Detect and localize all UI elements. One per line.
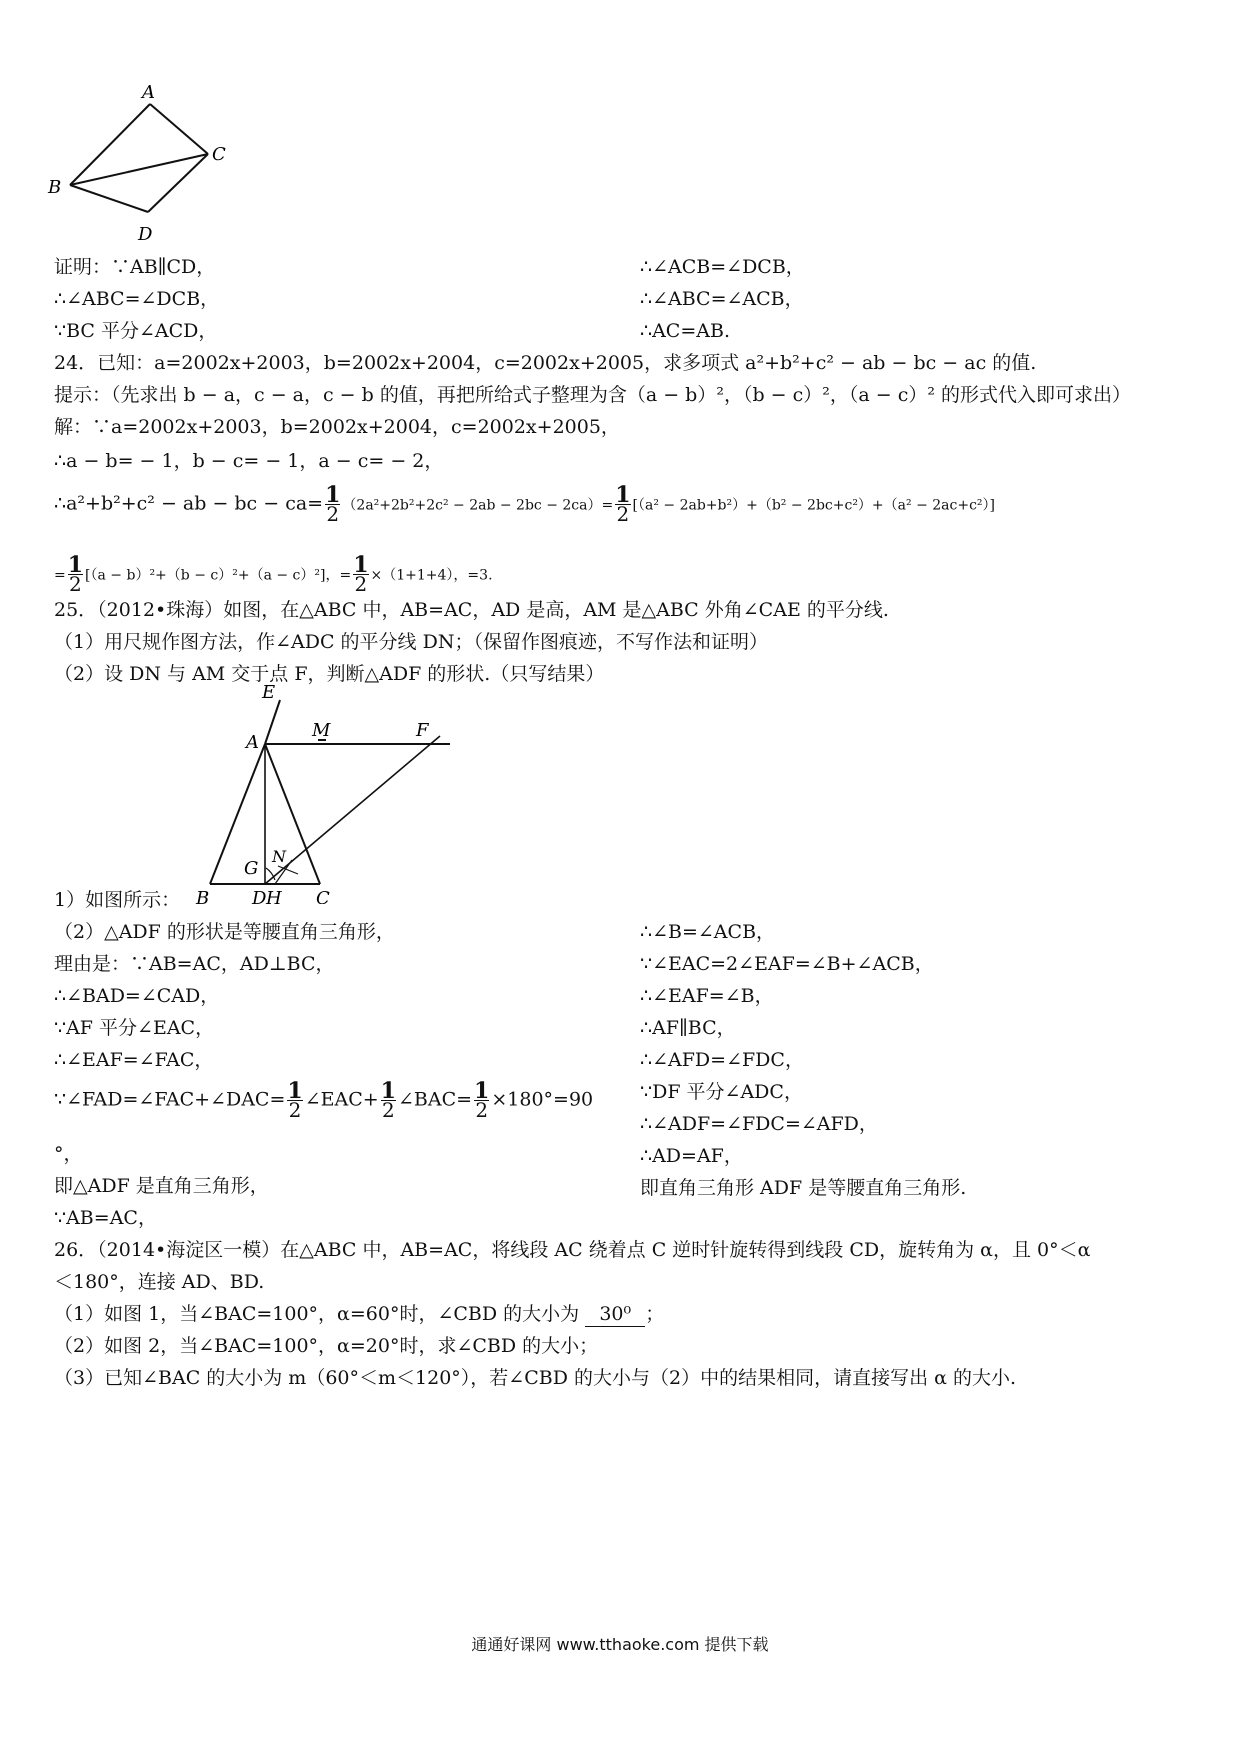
answer-line: ∵∠EAC=2∠EAF=∠B+∠ACB，	[640, 953, 934, 975]
label-d: D	[252, 888, 267, 904]
label-g: G	[244, 858, 259, 879]
expr-rhs: [（a² − 2ab+b²）+（b² − 2bc+c²）+（a² − 2ac+c²）]	[632, 497, 995, 514]
solution-line: 解：∵a=2002x+2003，b=2002x+2004，c=2002x+2005，	[54, 416, 620, 438]
answer-line: ∵DF 平分∠ADC，	[640, 1081, 803, 1103]
solution-line-result: = $\frac{1}{2}$ [（a − b）²+（b − c）²+（a − c）²]，= $\frac{1}{2}$ ×（1+1+4），=3.	[54, 552, 493, 596]
answer-line: ∴AD=AF，	[640, 1145, 743, 1167]
label-h: H	[266, 888, 282, 904]
proof-line: ∴∠ACB=∠DCB，	[640, 256, 805, 278]
expr-lhs: ∴a²+b²+c² − ab − bc − ca=	[54, 492, 324, 515]
segment-ab	[70, 104, 150, 185]
label-c: C	[316, 888, 330, 904]
label-b: B	[48, 177, 62, 198]
proof-line: ∵BC 平分∠ACD，	[54, 320, 218, 342]
fraction-half: $\frac{1}{2}$	[67, 552, 84, 596]
segment-dc	[148, 154, 208, 212]
question-26-part1: （1）如图 1，当∠BAC=100°，α=60°时，∠CBD 的大小为 30⁰ ；	[54, 1303, 665, 1325]
ray-ae	[265, 700, 280, 744]
construction-arc	[266, 868, 275, 880]
fraction-half: $\frac{1}{2}$	[287, 1078, 303, 1122]
answer-line: °，	[54, 1143, 83, 1165]
question-26-part2: （2）如图 2，当∠BAC=100°，α=20°时，求∠CBD 的大小；	[54, 1335, 599, 1357]
answer-line: ∴∠EAF=∠FAC，	[54, 1049, 214, 1071]
solution-line: ∴a − b= − 1，b − c= − 1，a − c= − 2，	[54, 450, 444, 472]
segment-ac	[150, 104, 208, 154]
question-26-cont: ＜180°，连接 AD、BD.	[54, 1271, 265, 1293]
answer-line: （2）△ADF 的形状是等腰直角三角形，	[54, 921, 395, 943]
answer-line: ∴∠ADF=∠FDC=∠AFD，	[640, 1113, 878, 1135]
answer-line: 理由是：∵AB=AC，AD⊥BC，	[54, 953, 335, 975]
fraction-half: $\frac{1}{2}$	[474, 1078, 490, 1122]
answer-blank: 30⁰	[585, 1302, 645, 1327]
answer-line: ∴∠BAD=∠CAD，	[54, 985, 220, 1007]
expr-middle: （2a²+2b²+2c² − 2ab − 2bc − 2ca）=	[342, 497, 614, 514]
label-a: A	[246, 732, 259, 753]
label-b: B	[196, 888, 210, 904]
question-26-part3: （3）已知∠BAC 的大小为 m（60°＜m＜120°），若∠CBD 的大小与（2）中的结果相同，请直接写出 α 的大小.	[54, 1367, 1017, 1389]
label-d: D	[138, 224, 153, 245]
label-e: E	[262, 684, 276, 703]
segment-bc	[70, 154, 208, 185]
question-25-part2: （2）设 DN 与 AM 交于点 F，判断△ADF 的形状.（只写结果）	[54, 663, 605, 685]
answer-line: ∴∠B=∠ACB，	[640, 921, 776, 943]
proof-line: ∴∠ABC=∠DCB，	[54, 288, 220, 310]
question-25-part1: （1）用尺规作图方法，作∠ADC 的平分线 DN；（保留作图痕迹，不写作法和证明）	[54, 631, 768, 653]
fraction-half: $\frac{1}{2}$	[325, 482, 341, 526]
solution-line-expansion	[54, 482, 995, 526]
proof-line: ∴∠ABC=∠ACB，	[640, 288, 804, 310]
question-24: 24．已知：a=2002x+2003，b=2002x+2004，c=2002x+2005，求多项式 a²+b²+c² − ab − bc − ac 的值.	[54, 352, 1037, 374]
answer-line-fad: ∵∠FAD=∠FAC+∠DAC= $\frac{1}{2}$ ∠EAC+ $\frac{1}{2}$ ∠BAC= $\frac{1}{2}$ ×180°=90	[54, 1078, 594, 1122]
footer-source: 通通好课网 www.tthaoke.com 提供下载	[471, 1635, 769, 1654]
fraction-half: $\frac{1}{2}$	[380, 1078, 396, 1122]
proof-line: ∴AC=AB.	[640, 320, 730, 342]
answer-line: ∴∠AFD=∠FDC，	[640, 1049, 804, 1071]
question-25: 25．（2012•珠海）如图，在△ABC 中，AB=AC，AD 是高，AM 是△ABC 外角∠CAE 的平分线.	[54, 599, 889, 621]
label-a: A	[142, 84, 155, 103]
answer-25-part1: 1）如图所示：	[54, 889, 181, 911]
figure-quadrilateral-abcd	[44, 84, 264, 254]
answer-line: ∴AF∥BC，	[640, 1017, 736, 1039]
answer-line: ∵AB=AC，	[54, 1207, 157, 1229]
figure-triangle-abc	[180, 684, 470, 904]
label-c: C	[212, 144, 226, 165]
fraction-half: $\frac{1}{2}$	[353, 552, 369, 596]
hint-24: 提示：（先求出 b − a，c − a，c − b 的值，再把所给式子整理为含（a − b）²，（b − c）²，（a − c）² 的形式代入即可求出）	[54, 384, 1131, 406]
label-m: M	[312, 720, 331, 741]
answer-line: ∴∠EAF=∠B，	[640, 985, 774, 1007]
answer-line: 即△ADF 是直角三角形，	[54, 1175, 269, 1197]
fraction-half: $\frac{1}{2}$	[615, 482, 631, 526]
proof-line: 证明：∵AB∥CD，	[54, 256, 216, 278]
label-n: N	[272, 847, 286, 866]
segment-bd	[70, 185, 148, 212]
answer-line: 即直角三角形 ADF 是等腰直角三角形.	[640, 1177, 967, 1199]
question-26: 26．（2014•海淀区一模）在△ABC 中，AB=AC，将线段 AC 绕着点 C 逆时针旋转得到线段 CD，旋转角为 α，且 0°＜α	[54, 1239, 1091, 1261]
answer-line: ∵AF 平分∠EAC，	[54, 1017, 215, 1039]
label-f: F	[416, 720, 429, 741]
